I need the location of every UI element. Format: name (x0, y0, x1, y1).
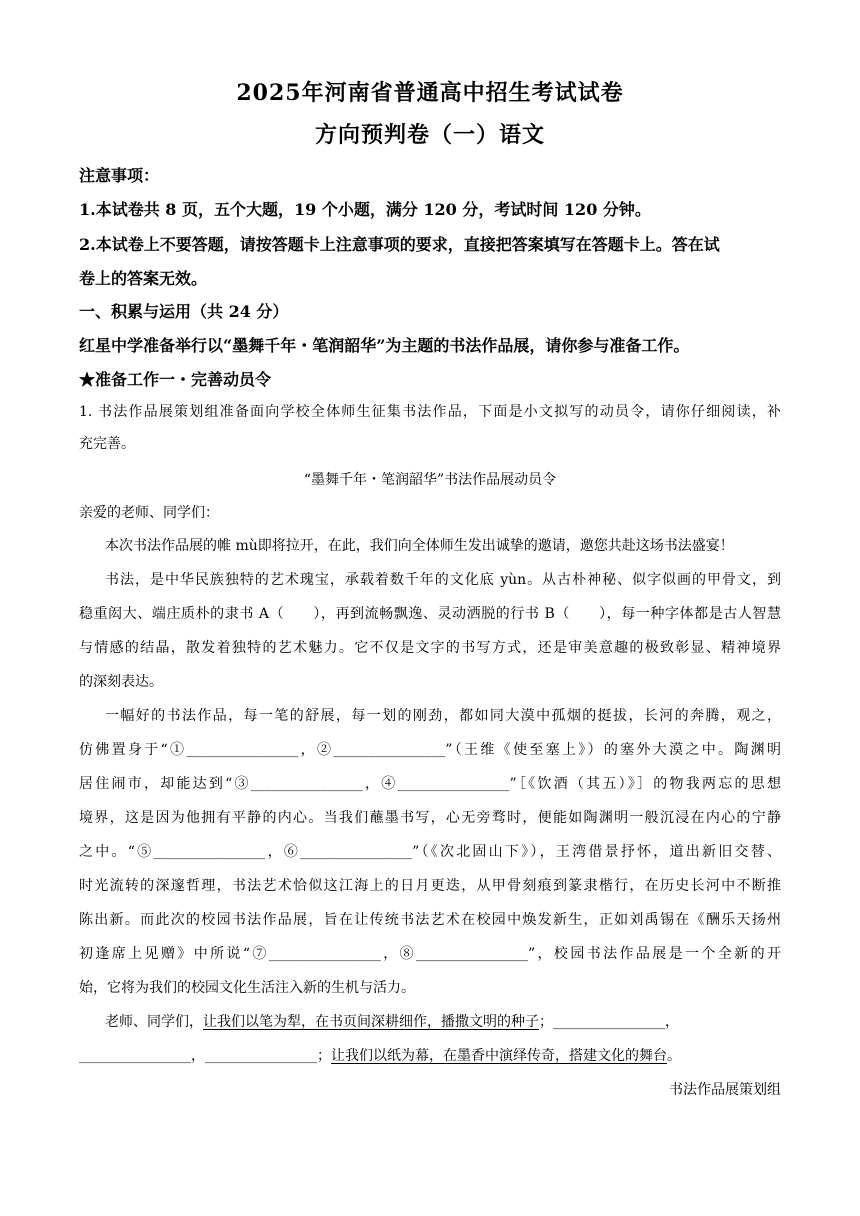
paragraph-4-lead: 老师、同学们， (105, 1014, 203, 1030)
section-intro: 红星中学准备举行以“墨舞千年・笔润韶华”为主题的书法作品展，请你参与准备工作。 (79, 336, 690, 355)
question-1-line1: 1. 书法作品展策划组准备面向学校全体师生征集书法作品，下面是小文拟写的动员令，请你仔细阅读，补 (79, 404, 781, 420)
paragraph-3-line1: 一幅好的书法作品，每一笔的舒展，每一划的刚劲，都如同大漠中孤烟的挺拔，长河的奔腾，观之， (105, 708, 781, 724)
paragraph-3-line2: 仿佛置身于“①________________，②________________”（王维《使至塞上》）的塞外大漠之中。陶渊明 (79, 742, 781, 758)
notice-item-1: 1.本试卷共 8 页，五个大题，19 个小题，满分 120 分，考试时间 120 分钟。 (79, 200, 651, 219)
blank-answer-2: ________________，________________； (79, 1048, 331, 1064)
section-heading: 一、积累与运用（共 24 分） (79, 302, 289, 321)
exam-title: 2025年河南省普通高中招生考试试卷 (236, 80, 624, 106)
letter-signature: 书法作品展策划组 (669, 1082, 781, 1098)
paragraph-4-line2 (79, 1045, 681, 1065)
paragraph-2-line4: 的深刻表达。 (79, 674, 163, 690)
notice-item-2-line2: 卷上的答案无效。 (79, 269, 208, 288)
letter-salutation: 亲爱的老师、同学们： (79, 505, 219, 521)
exam-subtitle: 方向预判卷（一）语文 (314, 122, 545, 148)
paragraph-2-line2: 稳重闳大、端庄质朴的隶书 A（ ），再到流畅飘逸、灵动洒脱的行书 B（ ），每一种字体都是古人智慧 (79, 606, 781, 622)
paragraph-3-line3: 居住闹市，却能达到“③________________，④________________”［《饮酒（其五）》］的物我两忘的思想 (79, 776, 781, 792)
paragraph-3-line5: 之中。“⑤________________，⑥________________”（《次北固山下》），王湾借景抒怀，道出新旧交替、 (79, 844, 781, 860)
question-1-line2: 充完善。 (79, 436, 135, 452)
paragraph-3-line7: 陈出新。而此次的校园书法作品展，旨在让传统书法艺术在校园中焕发新生，正如刘禹锡在《酬乐天扬州 (79, 912, 781, 928)
underlined-sentence-2: 让我们以纸为幕，在墨香中演绎传奇，搭建文化的舞台 (331, 1048, 667, 1064)
letter-title: “墨舞千年・笔润韶华”书法作品展动员令 (303, 472, 557, 488)
paragraph-1: 本次书法作品展的帷 mù即将拉开，在此，我们向全体师生发出诚挚的邀请，邀您共赴这场书法盛宴！ (105, 538, 734, 554)
paragraph-2-line1: 书法，是中华民族独特的艺术瑰宝，承载着数千年的文化底 yùn。从古朴神秘、似字似画的甲骨文，到 (105, 572, 781, 588)
paragraph-3-line6: 时光流转的深邃哲理，书法艺术恰似这江海上的日月更迭，从甲骨刻痕到篆隶楷行，在历史长河中不断推 (79, 878, 781, 894)
underlined-sentence-1: 让我们以笔为犁，在书页间深耕细作，播撒文明的种子 (203, 1014, 539, 1030)
blank-answer-1: ；________________， (539, 1014, 679, 1030)
paragraph-3-line8: 初逢席上见赠》中所说“⑦________________，⑧________________”，校园书法作品展是一个全新的开 (79, 946, 781, 962)
notice-item-2-line1: 2.本试卷上不要答题，请按答题卡上注意事项的要求，直接把答案填写在答题卡上。答在试 (79, 235, 720, 254)
paragraph-3-line9: 始，它将为我们的校园文化生活注入新的生机与活力。 (79, 980, 415, 996)
paragraph-4-line1 (105, 1011, 679, 1031)
notice-heading: 注意事项： (79, 166, 160, 185)
task-heading: ★准备工作一・完善动员令 (79, 370, 272, 389)
paragraph-2-line3: 与情感的结晶，散发着独特的艺术魅力。它不仅是文字的书写方式，还是审美意趣的极致彰显、精神境界 (79, 640, 781, 656)
paragraph-3-line4: 境界，这是因为他拥有平静的内心。当我们蘸墨书写，心无旁骛时，便能如陶渊明一般沉浸在内心的宁静 (79, 810, 781, 826)
paragraph-4-end: 。 (667, 1048, 681, 1064)
